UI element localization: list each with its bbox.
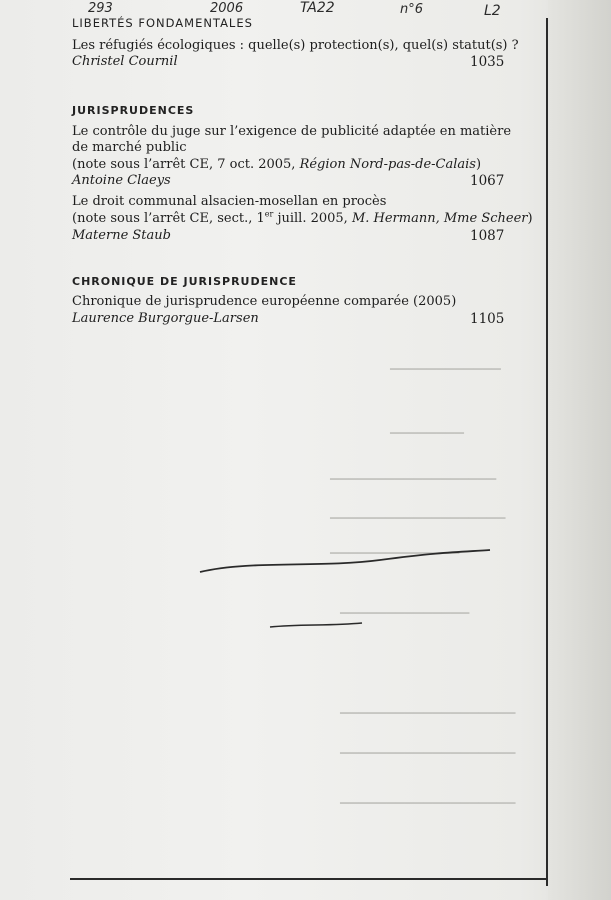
entry-page-number: 1067	[470, 173, 505, 189]
note-text: juill. 2005,	[273, 211, 352, 226]
section-heading-libertes: LIBERTÉS FONDAMENTALES	[72, 16, 253, 30]
entry-page-number: 1105	[470, 311, 505, 327]
ghost-text: ▁▁▁▁▁▁▁▁▁▁▁▁▁▁▁▁▁▁▁	[340, 740, 516, 754]
handwritten-code: TA22	[300, 0, 335, 16]
ghost-text: ▁▁▁▁▁▁▁▁▁▁▁▁	[390, 356, 501, 370]
entry-page-number: 1087	[470, 228, 505, 244]
entry-author: Materne Staub	[72, 228, 171, 243]
handwritten-ref: 293	[88, 1, 113, 16]
entry-title: de marché public	[72, 140, 187, 155]
handwritten-year: 2006	[210, 1, 244, 16]
ghost-text: ▁▁▁▁▁▁▁▁▁▁▁▁▁▁▁▁▁▁▁	[340, 790, 516, 804]
note-text: (note sous l’arrêt CE, sect., 1	[72, 211, 265, 226]
note-text: )	[475, 157, 482, 172]
ghost-text: ▁▁▁▁▁▁▁▁▁▁▁▁▁▁▁▁▁▁	[330, 466, 497, 480]
entry-page-number: 1035	[470, 54, 505, 70]
note-case-name: M. Hermann, Mme Scheer	[351, 211, 528, 226]
entry-author: Antoine Claeys	[72, 173, 171, 188]
entry-author: Laurence Burgorgue-Larsen	[72, 311, 259, 326]
handwritten-mark: L2	[484, 3, 501, 19]
note-text: (note sous l’arrêt CE, 7 oct. 2005,	[72, 157, 300, 172]
note-superscript: er	[264, 209, 274, 219]
section-heading-jurisprudences: JURISPRUDENCES	[72, 104, 195, 117]
entry-title: Le droit communal alsacien-mosellan en procès	[72, 194, 387, 209]
section-heading-chronique: CHRONIQUE DE JURISPRUDENCE	[72, 275, 297, 288]
note-text: )	[527, 211, 533, 226]
ghost-text: ▁▁▁▁▁▁▁▁▁▁▁▁▁▁▁▁▁▁▁	[330, 505, 506, 519]
entry-author: Christel Cournil	[72, 54, 178, 69]
ghost-text: ▁▁▁▁▁▁▁▁▁▁▁▁▁▁	[340, 600, 470, 614]
handwritten-issue: n°6	[400, 2, 424, 17]
entry-title: Les réfugiés écologiques : quelle(s) protection(s), quel(s) statut(s) ?	[72, 38, 519, 53]
ghost-text: ▁▁▁▁▁▁▁▁▁▁▁▁▁▁	[330, 540, 460, 554]
note-case-name: Région Nord-pas-de-Calais	[299, 157, 476, 172]
ghost-text: ▁▁▁▁▁▁▁▁▁▁▁▁▁▁▁▁▁▁▁	[340, 700, 516, 714]
entry-title: Le contrôle du juge sur l’exigence de publicité adaptée en matière	[72, 124, 512, 139]
ghost-text: ▁▁▁▁▁▁▁▁	[390, 420, 464, 434]
entry-title: Chronique de jurisprudence européenne comparée (2005)	[72, 294, 457, 309]
